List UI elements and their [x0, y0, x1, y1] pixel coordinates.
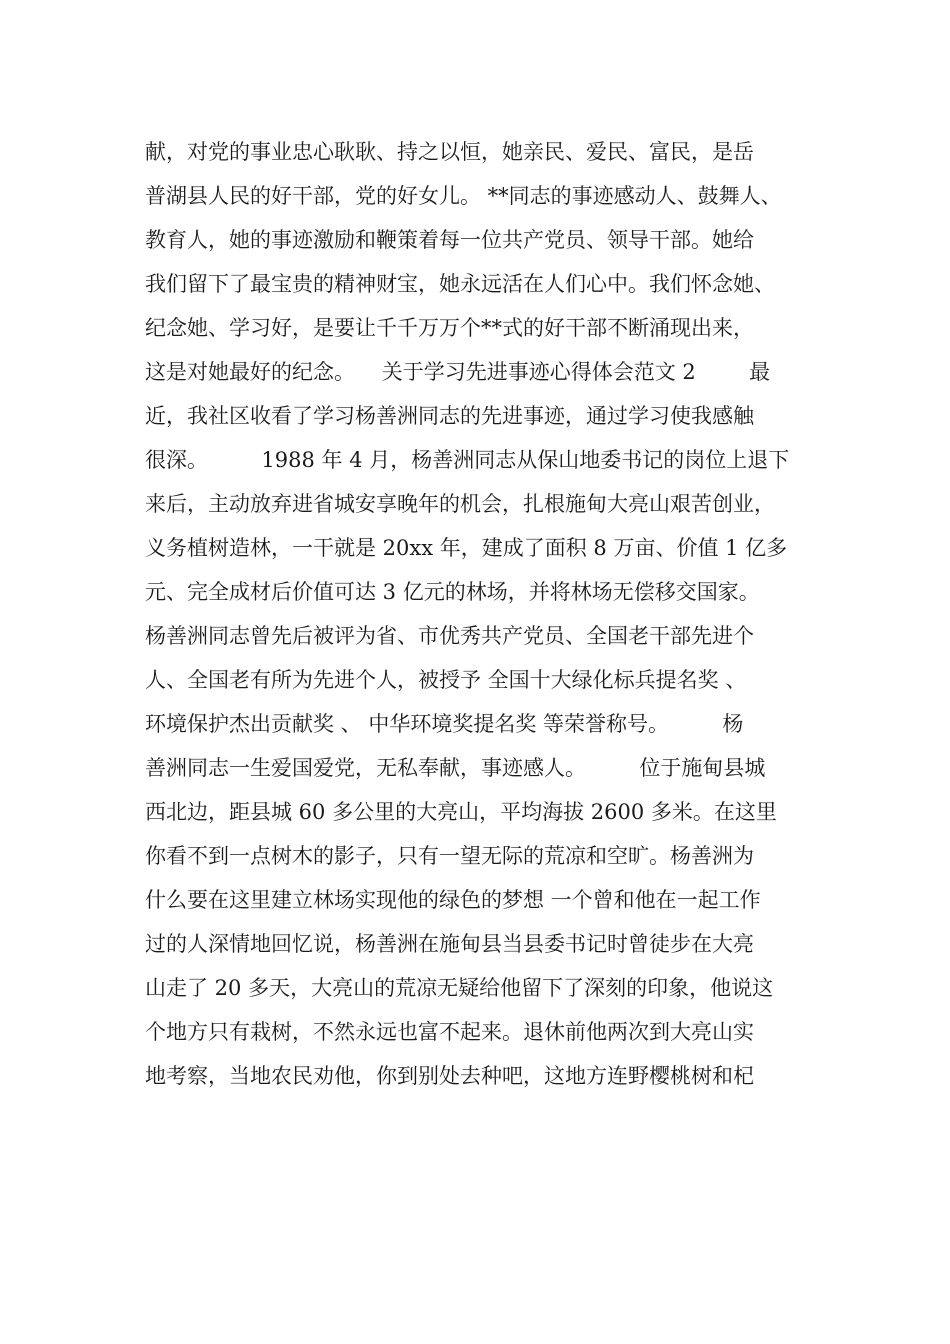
text-line: 元、完全成材后价值可达 3 亿元的林场，并将林场无偿移交国家。 [145, 580, 760, 604]
text-line: 很深。 1988 年 4 月，杨善洲同志从保山地委书记的岗位上退下 [145, 448, 790, 472]
text-line: 山走了 20 多天，大亮山的荒凉无疑给他留下了深刻的印象，他说这 [145, 976, 774, 1000]
text-line: 我们留下了最宝贵的精神财宝，她永远活在人们心中。我们怀念她、 [145, 272, 775, 296]
text-line: 这是对她最好的纪念。 关于学习先进事迹心得体会范文 2 最 [145, 360, 771, 384]
text-line: 什么要在这里建立林场实现他的绿色的梦想 一个曾和他在一起工作 [145, 888, 761, 912]
text-line: 西北边，距县城 60 多公里的大亮山，平均海拔 2600 多米。在这里 [145, 800, 777, 824]
text-line: 义务植树造林，一干就是 20xx 年，建成了面积 8 万亩、价值 1 亿多 [145, 536, 788, 560]
text-line: 普湖县人民的好干部，党的好女儿。 **同志的事迹感动人、鼓舞人、 [145, 184, 782, 208]
text-line: 过的人深情地回忆说，杨善洲在施甸县当县委书记时曾徒步在大亮 [145, 932, 754, 956]
text-line: 献，对党的事业忠心耿耿、持之以恒，她亲民、爱民、富民，是岳 [145, 140, 754, 164]
text-line: 环境保护杰出贡献奖 、 中华环境奖提名奖 等荣誉称号。 杨 [145, 712, 744, 736]
text-line: 你看不到一点树木的影子，只有一望无际的荒凉和空旷。杨善洲为 [145, 844, 754, 868]
text-line: 杨善洲同志曾先后被评为省、市优秀共产党员、全国老干部先进个 [145, 624, 754, 648]
text-line: 善洲同志一生爱国爱党，无私奉献，事迹感人。 位于施甸县城 [145, 756, 766, 780]
text-line: 人、全国老有所为先进个人，被授予 全国十大绿化标兵提名奖 、 [145, 668, 747, 692]
text-line: 来后，主动放弃进省城安享晚年的机会，扎根施甸大亮山艰苦创业， [145, 492, 775, 516]
text-line: 地考察，当地农民劝他，你到别处去种吧，这地方连野樱桃树和杞 [145, 1064, 754, 1088]
body-text [145, 130, 825, 1098]
text-line: 近，我社区收看了学习杨善洲同志的先进事迹，通过学习使我感触 [145, 404, 754, 428]
text-line: 纪念她、学习好，是要让千千万万个**式的好干部不断涌现出来， [145, 316, 754, 340]
text-line: 教育人，她的事迹激励和鞭策着每一位共产党员、领导干部。她给 [145, 228, 754, 252]
text-line: 个地方只有栽树，不然永远也富不起来。退休前他两次到大亮山实 [145, 1020, 754, 1044]
